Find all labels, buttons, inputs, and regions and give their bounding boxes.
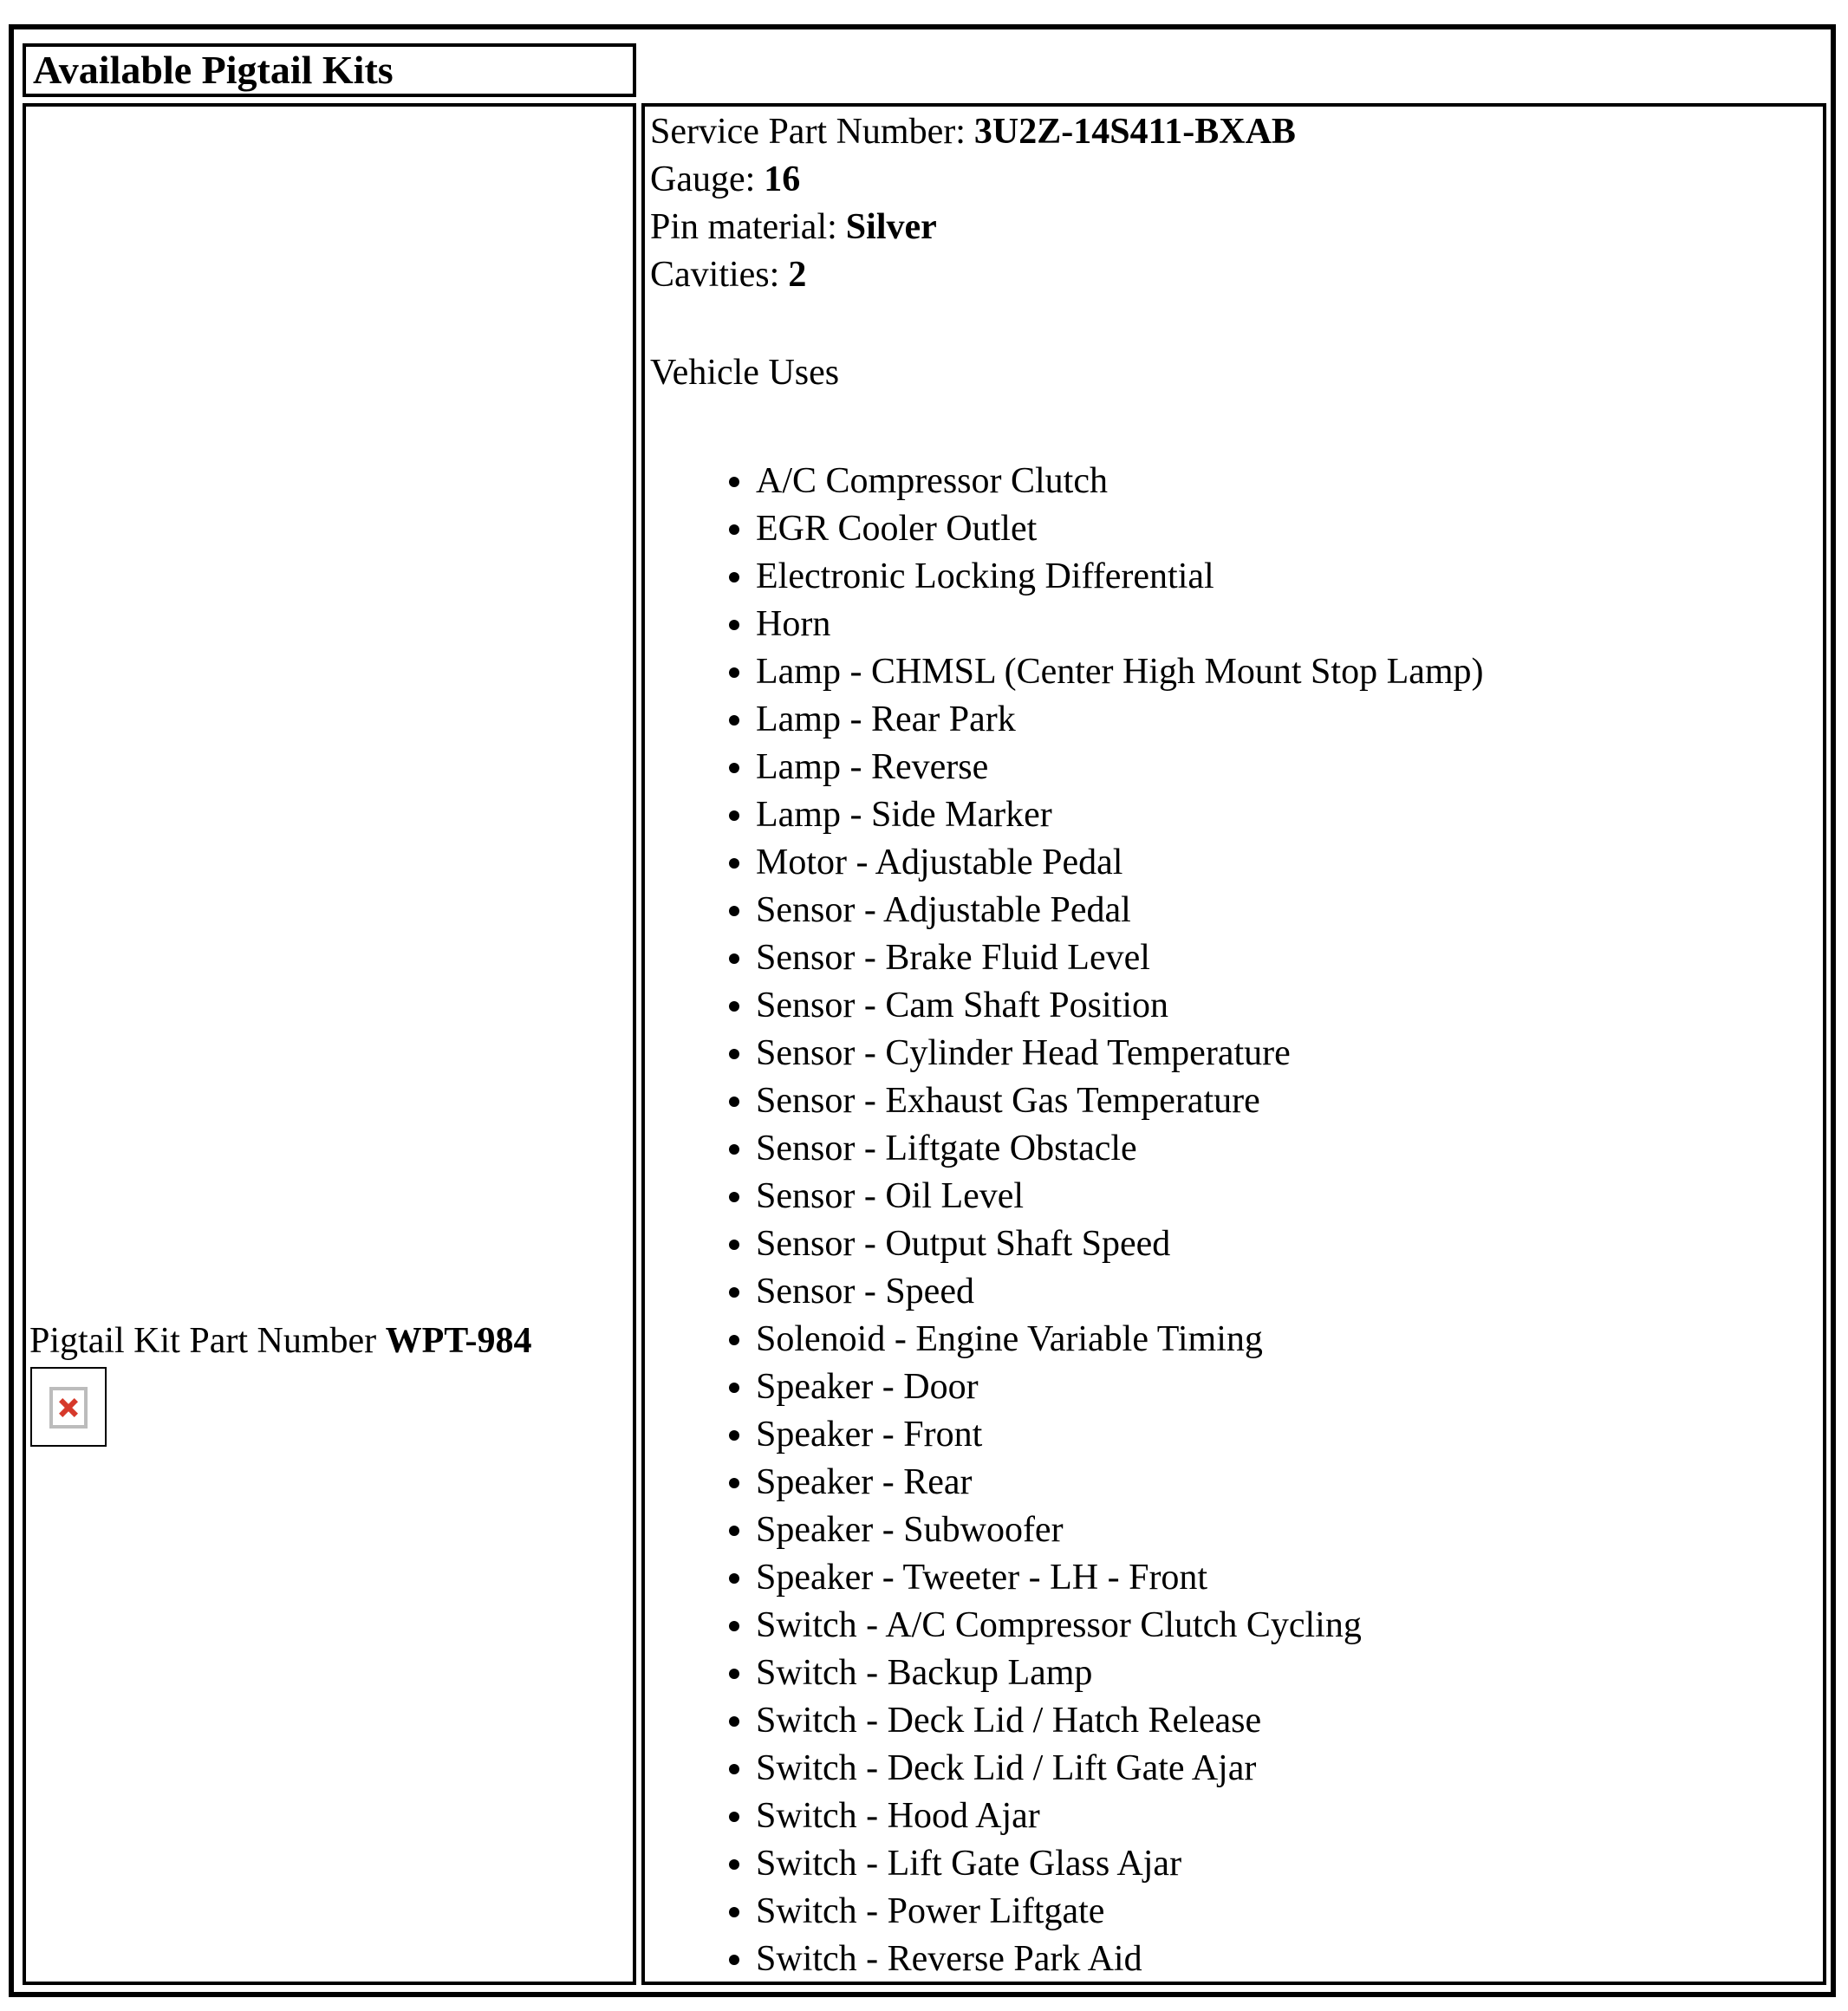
vehicle-uses-title: Vehicle Uses [650,353,840,393]
vehicle-use-item: • Sensor - Exhaust Gas Temperature [756,1077,1823,1125]
vehicle-use-item: • Solenoid - Engine Variable Timing [756,1316,1823,1363]
spec-list [650,108,1823,299]
vehicle-use-item: • Horn [756,601,1823,648]
spec-value: Silver [845,207,937,247]
vehicle-use-item: • Motor - Adjustable Pedal [756,839,1823,887]
vehicle-use-item: • Switch - Deck Lid / Lift Gate Ajar [756,1745,1823,1793]
vehicle-use-item: • Sensor - Cam Shaft Position [756,982,1823,1030]
spec-label: Service Part Number: [650,112,966,152]
vehicle-use-item: • Speaker - Rear [756,1459,1823,1507]
vehicle-uses-list [650,458,1823,1983]
vehicle-use-item: • Switch - Deck Lid / Hatch Release [756,1697,1823,1745]
spec-line [650,108,1823,156]
vehicle-use-item: • Speaker - Door [756,1363,1823,1411]
kit-part-number-value: WPT-984 [385,1321,532,1361]
spec-label: Gauge: [650,159,756,199]
vehicle-use-item: • Lamp - Side Marker [756,791,1823,839]
vehicle-use-item: • Lamp - CHMSL (Center High Mount Stop Lamp) [756,648,1823,696]
spec-line [650,204,1823,251]
spec-value: 16 [764,159,801,199]
vehicle-use-item: • Switch - Reverse Park Aid [756,1936,1823,1983]
red-x-icon [53,1390,84,1425]
vehicle-use-item: • Sensor - Oil Level [756,1173,1823,1220]
kit-details-cell [641,103,1826,1985]
vehicle-use-item: • Sensor - Adjustable Pedal [756,887,1823,934]
vehicle-use-item: • Speaker - Subwoofer [756,1507,1823,1554]
spec-value: 3U2Z-14S411-BXAB [973,112,1296,152]
vehicle-use-item: • Switch - Hood Ajar [756,1793,1823,1840]
spec-label: Cavities: [650,255,780,295]
spec-line [650,251,1823,299]
spec-label: Pin material: [650,207,837,247]
vehicle-use-item: • Electronic Locking Differential [756,553,1823,601]
vehicle-use-item: • Sensor - Output Shaft Speed [756,1220,1823,1268]
kit-part-number-label: Pigtail Kit Part Number [29,1321,377,1361]
vehicle-use-item: • Sensor - Liftgate Obstacle [756,1125,1823,1173]
vehicle-use-item: • Switch - Lift Gate Glass Ajar [756,1840,1823,1888]
vehicle-use-item: • Speaker - Tweeter - LH - Front [756,1554,1823,1602]
vehicle-use-item: • Sensor - Speed [756,1268,1823,1316]
vehicle-use-item: • Lamp - Reverse [756,744,1823,791]
kit-summary-cell [23,103,636,1985]
vehicle-use-item: • Lamp - Rear Park [756,696,1823,744]
spec-line [650,156,1823,204]
vehicle-use-item: • Sensor - Cylinder Head Temperature [756,1030,1823,1077]
spec-value: 2 [788,255,807,295]
vehicle-use-item: • Switch - Power Liftgate [756,1888,1823,1936]
vehicle-use-item: • Sensor - Brake Fluid Level [756,934,1823,982]
vehicle-use-item: • Speaker - Front [756,1411,1823,1459]
vehicle-use-item: • Switch - Backup Lamp [756,1650,1823,1697]
vehicle-use-item: • EGR Cooler Outlet [756,505,1823,553]
vehicle-use-item: • A/C Compressor Clutch [756,458,1823,505]
kit-image-placeholder [30,1367,107,1447]
kit-part-number-line [29,1318,633,1365]
table-title: Available Pigtail Kits [33,48,394,92]
table-header-cell [23,43,636,97]
broken-image-icon [49,1387,88,1429]
vehicle-use-item: • Switch - A/C Compressor Clutch Cycling [756,1602,1823,1650]
